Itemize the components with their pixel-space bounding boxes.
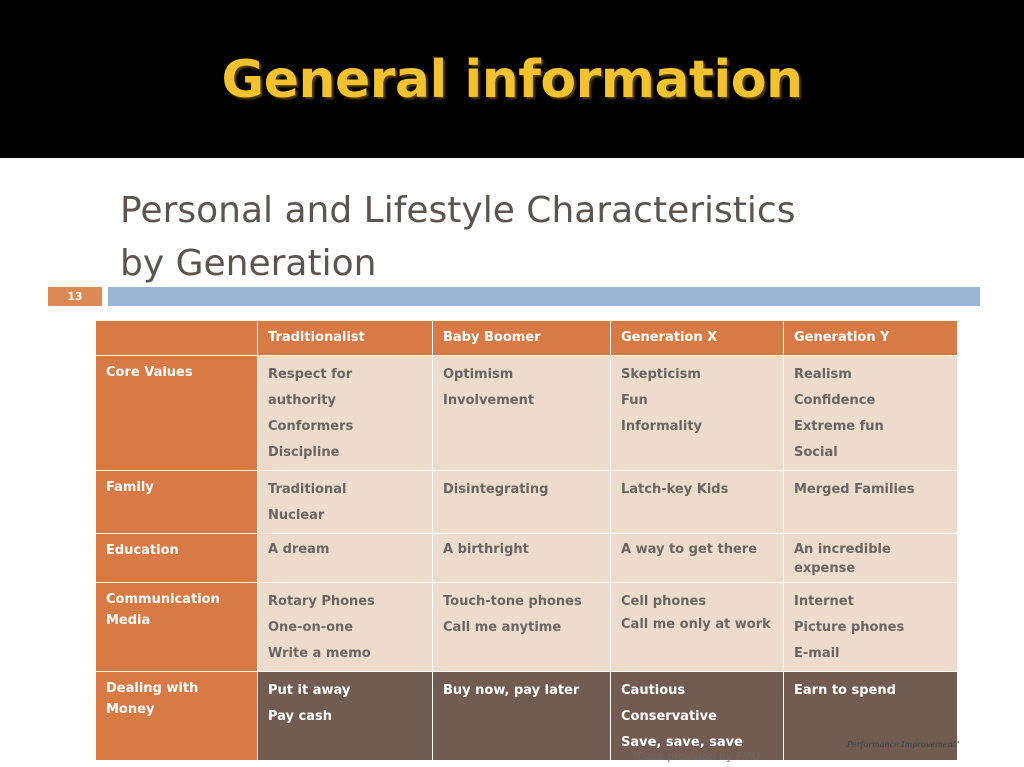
slide-heading [120,184,940,290]
table-cell [258,471,433,534]
cell-line: Conservative [621,709,717,724]
table-cell [784,471,958,534]
table-cell [258,534,433,583]
cell-line: Skepticism [621,367,701,382]
cell-line: Earn to spend [794,683,896,698]
row-label: Family [96,471,258,534]
table-row [96,534,958,583]
cell-line: Confidence [794,393,876,408]
table-cell [784,534,958,583]
table-row [96,356,958,471]
table-cell [433,583,611,672]
table-cell [611,471,784,534]
divider-bar [108,287,980,306]
table-cell [258,356,433,471]
table-cell [433,471,611,534]
cell-line: Disintegrating [443,482,549,497]
cell-line: A way to get there [621,542,758,557]
cell-line: Call me only at work [621,617,771,632]
slide-title: General information [221,50,803,110]
table-cell [611,356,784,471]
row-label: Communication Media [96,583,258,672]
cell-line: Buy now, pay later [443,683,580,698]
table-cell [611,583,784,672]
source-credit: Performance Improvement" [847,740,960,749]
generation-table [95,320,958,761]
header-baby-boomer: Baby Boomer [433,321,611,356]
cell-line: An incredible expense [794,542,891,576]
cell-line: Involvement [443,393,535,408]
table-cell [784,356,958,471]
cell-line: Respect for authority [268,367,353,408]
table-cell [611,672,784,761]
cell-line: Picture phones [794,620,905,635]
cell-line: Put it away [268,683,351,698]
cell-line: Touch-tone phones [443,594,582,609]
cell-line: Optimism [443,367,514,382]
cell-line: One-on-one [268,620,354,635]
cell-line: Nuclear [268,508,325,523]
heading-line-1: Personal and Lifestyle Characteristics [120,190,796,231]
table-cell [258,583,433,672]
footnote: *Data provided by FMU [632,750,760,763]
header-corner [96,321,258,356]
cell-line: Extreme fun [794,419,884,434]
cell-line: Informality [621,419,703,434]
header-generation-x: Generation X [611,321,784,356]
row-label: Core Values [96,356,258,471]
cell-line: Merged Families [794,482,915,497]
table-row [96,672,958,761]
cell-line: Social [794,445,838,460]
page-number: 13 [48,287,102,306]
cell-line: E-mail [794,646,840,661]
cell-line: Traditional [268,482,347,497]
cell-line: Write a memo [268,646,371,661]
cell-line: Discipline [268,445,340,460]
cell-line: Pay cash [268,709,333,724]
cell-line: Rotary Phones [268,594,375,609]
table-cell [258,672,433,761]
table-row [96,471,958,534]
table-cell [433,356,611,471]
table-cell [433,672,611,761]
cell-line: Realism [794,367,852,382]
header-traditionalist: Traditionalist [258,321,433,356]
cell-line: Latch-key Kids [621,482,729,497]
row-label: Dealing with Money [96,672,258,761]
cell-line: Fun [621,393,648,408]
cell-line: Cautious [621,683,686,698]
row-label: Education [96,534,258,583]
cell-line: Call me anytime [443,620,562,635]
table-header-row [96,321,958,356]
cell-line: Save, save, save [621,735,743,750]
header-generation-y: Generation Y [784,321,958,356]
cell-line: Conformers [268,419,354,434]
cell-line: Internet [794,594,854,609]
cell-line: A dream [268,542,330,557]
table-cell [784,583,958,672]
cell-line: Cell phones [621,594,707,609]
cell-line: A birthright [443,542,529,557]
table-row [96,583,958,672]
table-cell [433,534,611,583]
table-cell [611,534,784,583]
heading-line-2: by Generation [120,243,377,284]
